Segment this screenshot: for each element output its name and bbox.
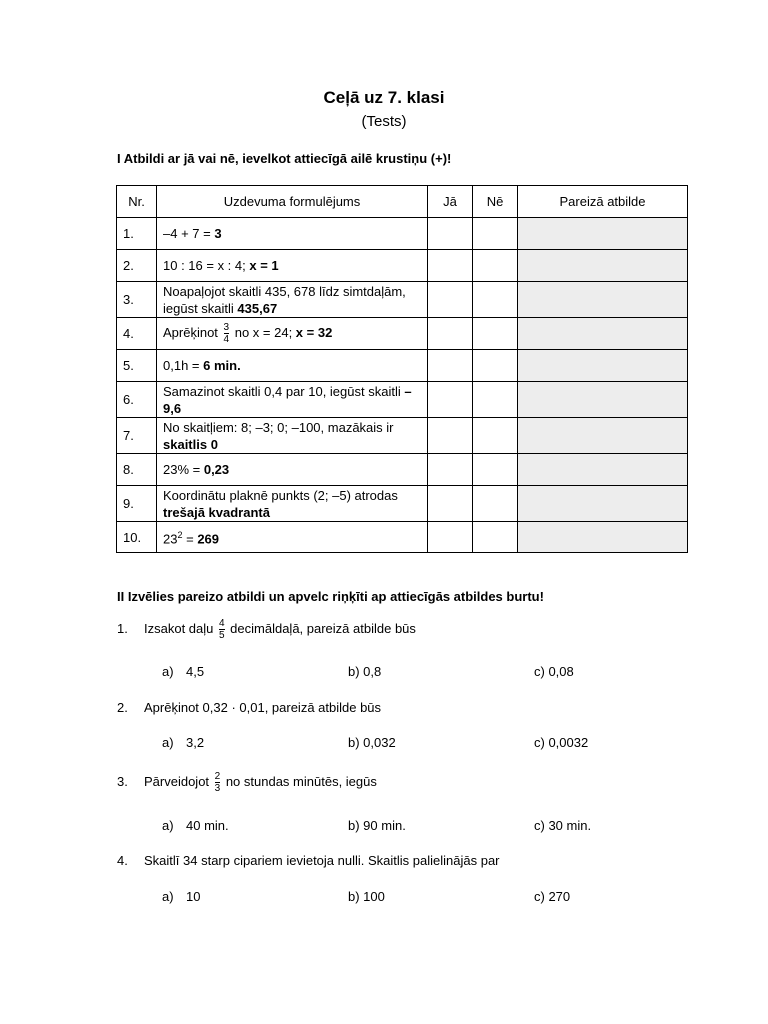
answer-cell[interactable] <box>518 250 688 282</box>
yes-cell[interactable] <box>428 382 473 418</box>
table-row <box>117 318 688 350</box>
row-number: 6. <box>117 382 157 418</box>
no-cell[interactable] <box>473 350 518 382</box>
row-statement: Koordinātu plaknē punkts (2; –5) atrodas trešajā kvadrantā <box>157 486 428 522</box>
row-statement: 0,1h = 6 min. <box>157 350 428 382</box>
row-statement: Noapaļojot skaitli 435, 678 līdz simtdaļām, iegūst skaitli 435,67 <box>157 282 428 318</box>
table-row <box>117 454 688 486</box>
no-cell[interactable] <box>473 250 518 282</box>
row-number: 5. <box>117 350 157 382</box>
row-statement: Samazinot skaitli 0,4 par 10, iegūst skaitli –9,6 <box>157 382 428 418</box>
table-row <box>117 350 688 382</box>
answer-cell[interactable] <box>518 486 688 522</box>
yes-cell[interactable] <box>428 486 473 522</box>
true-false-table <box>116 185 688 553</box>
option-a[interactable]: a) 4,5 <box>162 664 205 679</box>
yes-cell[interactable] <box>428 454 473 486</box>
row-statement: Aprēķinot $\frac{3}{4}$ no x = 24; x = 32 <box>157 318 428 350</box>
yes-cell[interactable] <box>428 418 473 454</box>
row-statement: 10 : 16 = x : 4; x = 1 <box>157 250 428 282</box>
row-statement: –4 + 7 = 3 <box>157 218 428 250</box>
option-a[interactable]: a) 40 min. <box>162 818 229 833</box>
option-b[interactable]: b) 100 <box>348 889 385 904</box>
answer-cell[interactable] <box>518 218 688 250</box>
fraction: $\frac{2}{3}$ <box>214 771 221 794</box>
col-header-nr: Nr. <box>117 186 157 218</box>
answer-cell[interactable] <box>518 418 688 454</box>
page-title: Ceļā uz 7. klasi <box>323 88 445 107</box>
no-cell[interactable] <box>473 318 518 350</box>
option-a[interactable]: a) 3,2 <box>162 735 205 750</box>
row-number: 2. <box>117 250 157 282</box>
yes-cell[interactable] <box>428 522 473 553</box>
table-row <box>117 382 688 418</box>
no-cell[interactable] <box>473 418 518 454</box>
row-number: 3. <box>117 282 157 318</box>
answer-cell[interactable] <box>518 454 688 486</box>
option-c[interactable]: c) 0,0032 <box>534 735 589 750</box>
table-row <box>117 486 688 522</box>
question-4: 4. Skaitlī 34 starp cipariem ievietoja nulli. Skaitlis palielinājās par <box>117 853 500 868</box>
col-header-no: Nē <box>473 186 518 218</box>
table-row <box>117 250 688 282</box>
no-cell[interactable] <box>473 282 518 318</box>
table-row <box>117 418 688 454</box>
row-number: 9. <box>117 486 157 522</box>
yes-cell[interactable] <box>428 218 473 250</box>
row-number: 8. <box>117 454 157 486</box>
fraction: $\frac{4}{5}$ <box>219 618 225 641</box>
option-c[interactable]: c) 270 <box>534 889 571 904</box>
question-number: 1. <box>117 620 128 636</box>
yes-cell[interactable] <box>428 318 473 350</box>
page-subtitle: (Tests) <box>361 113 407 130</box>
question-1: 1. Izsakot daļu $\frac{4}{5}$ decimāldaļā, pareizā atbilde būs <box>117 618 416 641</box>
no-cell[interactable] <box>473 454 518 486</box>
no-cell[interactable] <box>473 522 518 553</box>
option-c[interactable]: c) 0,08 <box>534 664 574 679</box>
row-number: 4. <box>117 318 157 350</box>
answer-cell[interactable] <box>518 282 688 318</box>
yes-cell[interactable] <box>428 250 473 282</box>
yes-cell[interactable] <box>428 282 473 318</box>
question-2: 2. Aprēķinot 0,32 · 0,01, pareizā atbilde būs <box>117 700 382 715</box>
row-statement: No skaitļiem: 8; –3; 0; –100, mazākais ir skaitlis 0 <box>157 418 428 454</box>
col-header-correct-answer: Pareizā atbilde <box>518 186 688 218</box>
question-3: 3. Pārveidojot $\frac{2}{3}$ no stundas minūtēs, iegūs <box>117 771 377 794</box>
question-number: 3. <box>117 773 128 789</box>
option-b[interactable]: b) 0,032 <box>348 735 396 750</box>
no-cell[interactable] <box>473 218 518 250</box>
option-c[interactable]: c) 30 min. <box>534 818 592 833</box>
question-number: 2. <box>117 700 128 715</box>
row-statement: 23% = 0,23 <box>157 454 428 486</box>
option-b[interactable]: b) 90 min. <box>348 818 406 833</box>
row-number: 1. <box>117 218 157 250</box>
row-number: 10. <box>117 522 157 553</box>
table-row <box>117 218 688 250</box>
col-header-task: Uzdevuma formulējums <box>157 186 428 218</box>
answer-cell[interactable] <box>518 318 688 350</box>
section2-heading: II Izvēlies pareizo atbildi un apvelc riņķīti ap attiecīgās atbildes burtu! <box>117 589 544 604</box>
no-cell[interactable] <box>473 382 518 418</box>
table-row <box>117 282 688 318</box>
option-b[interactable]: b) 0,8 <box>348 664 382 679</box>
answer-cell[interactable] <box>518 350 688 382</box>
table-row <box>117 522 688 553</box>
fraction: $\frac{3}{4}$ <box>223 322 230 345</box>
col-header-yes: Jā <box>428 186 473 218</box>
table-header-row <box>117 186 688 218</box>
no-cell[interactable] <box>473 486 518 522</box>
row-number: 7. <box>117 418 157 454</box>
answer-cell[interactable] <box>518 382 688 418</box>
yes-cell[interactable] <box>428 350 473 382</box>
question-number: 4. <box>117 853 128 868</box>
answer-cell[interactable] <box>518 522 688 553</box>
row-statement: $23^2 = 269$ <box>157 522 428 553</box>
option-a[interactable]: a) 10 <box>162 889 201 904</box>
section1-heading: I Atbildi ar jā vai nē, ievelkot attiecīgā ailē krustiņu (+)! <box>117 151 452 166</box>
